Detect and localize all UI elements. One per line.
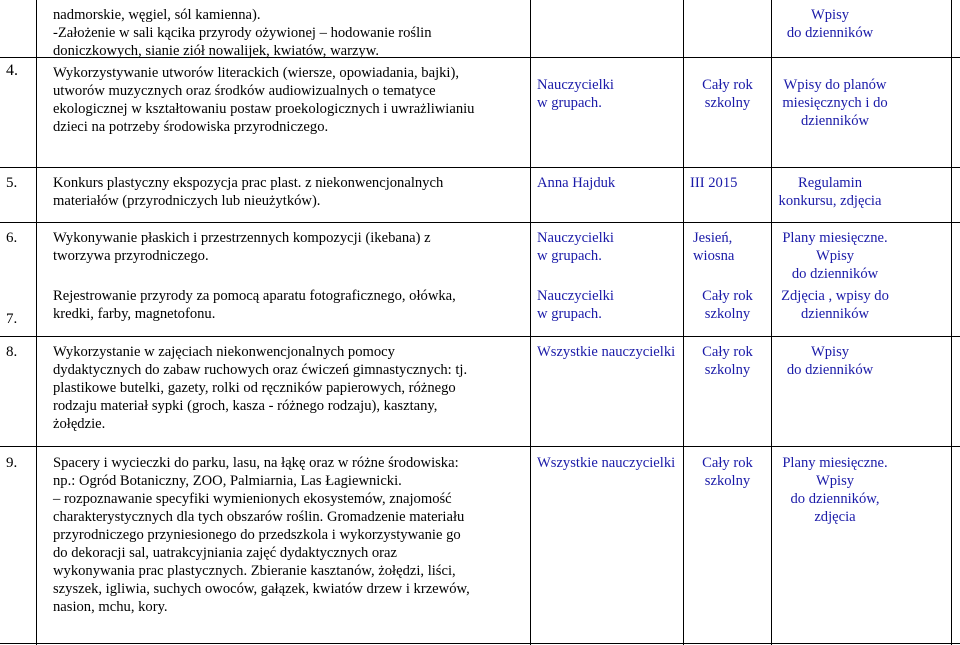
row-number: 4. [6, 62, 18, 79]
text-line: ekologicznej w kształtowaniu postaw proekologicznych i uwrażliwianiu [53, 101, 475, 117]
who-cell [537, 454, 682, 472]
text-line: Jesień, [693, 230, 733, 246]
text-line: -Założenie w sali kącika przyrody ożywionej – hodowanie roślin [53, 25, 432, 41]
row-divider [0, 643, 960, 644]
row-divider [0, 222, 960, 223]
text-line: szkolny [704, 473, 751, 489]
text-line: nasion, mchu, kory. [53, 599, 168, 615]
who-cell [537, 229, 677, 265]
column-divider [683, 0, 684, 645]
docs-cell [775, 174, 885, 210]
text-line: III 2015 [690, 175, 738, 191]
docs-cell [775, 287, 895, 323]
text-line: szkolny [704, 362, 751, 378]
text-line: plastikowe butelki, gazety, rolki od ręczników papierowych, różnego [53, 380, 456, 396]
text-line: Konkurs plastyczny ekspozycja prac plast. z niekonwencjonalnych [53, 175, 444, 191]
task-cell [53, 343, 520, 433]
text-line: Rejestrowanie przyrody za pomocą aparatu fotograficznego, ołówka, [53, 288, 456, 304]
docs-cell [775, 343, 885, 379]
task-cell-continued [53, 6, 520, 60]
docs-cell-continued [775, 6, 885, 42]
text-line: do dzienników [791, 266, 879, 282]
text-line: Cały rok [702, 455, 753, 471]
text-line: szkolny [704, 306, 751, 322]
task-cell [53, 64, 520, 136]
row-divider [0, 336, 960, 337]
text-line: szyszek, igliwia, suchych owoców, gałązek, kwiatów drzew i krzewów, [53, 581, 470, 597]
text-line: Anna Hajduk [537, 175, 616, 191]
task-cell [53, 174, 520, 210]
row-divider [0, 167, 960, 168]
when-cell [693, 229, 768, 265]
docs-cell [775, 454, 895, 526]
text-line: np.: Ogród Botaniczny, ZOO, Palmiarnia, Las Łagiewnicki. [53, 473, 402, 489]
text-line: Nauczycielki [537, 288, 614, 304]
text-line: Wpisy do planów [783, 77, 887, 93]
text-line: charakterystycznych dla tych obszarów roślin. Gromadzenie materiału [53, 509, 465, 525]
text-line: Wykorzystanie w zajęciach niekonwencjonalnych pomocy [53, 344, 395, 360]
text-line: rodzaju materiał sypki (groch, kasza - różnego rodzaju), kasztany, [53, 398, 438, 414]
when-cell [690, 174, 770, 192]
text-line: Wpisy [810, 344, 850, 360]
text-line: żołędzie. [53, 416, 106, 432]
text-line: Cały rok [702, 344, 753, 360]
text-line: dydaktycznych do zabaw ruchowych oraz ćwiczeń gimnastycznych: tj. [53, 362, 468, 378]
text-line: tworzywa przyrodniczego. [53, 248, 209, 264]
row-number: 5. [6, 175, 18, 191]
row-number: 9. [6, 455, 18, 471]
text-line: do dekoracji sal, uatrakcyjniania zajęć dydaktycznych oraz [53, 545, 398, 561]
text-line: Wpisy [810, 7, 850, 23]
text-line: do dzienników [786, 362, 874, 378]
text-line: Wykorzystywanie utworów literackich (wiersze, opowiadania, bajki), [53, 65, 459, 81]
row-number: 7. [6, 311, 18, 327]
text-line: Zdjęcia , wpisy do [781, 288, 889, 304]
docs-cell [775, 76, 895, 130]
text-line: do dzienników [786, 25, 874, 41]
text-line: zdjęcia [814, 509, 856, 525]
column-divider [36, 0, 37, 645]
text-line: w grupach. [537, 306, 602, 322]
when-cell [690, 76, 765, 112]
text-line: nadmorskie, węgiel, sól kamienna). [53, 7, 261, 23]
task-cell [53, 287, 520, 323]
text-line: Nauczycielki [537, 77, 614, 93]
who-cell [537, 174, 677, 192]
text-line: konkursu, zdjęcia [778, 193, 882, 209]
text-line: Nauczycielki [537, 230, 614, 246]
text-line: wykonywania prac plastycznych. Zbieranie kasztanów, żołędzi, liści, [53, 563, 456, 579]
row-number: 6. [6, 230, 18, 246]
column-divider [951, 0, 952, 645]
text-line: kredki, farby, magnetofonu. [53, 306, 216, 322]
column-divider [771, 0, 772, 645]
text-line: Wszystkie nauczycielki [537, 455, 676, 471]
text-line: Regulamin [797, 175, 863, 191]
task-cell [53, 454, 520, 616]
task-cell [53, 229, 520, 265]
text-line: Plany miesięczne. [782, 455, 888, 471]
text-line: utworów muzycznych oraz środków audiowizualnych o tematyce [53, 83, 436, 99]
text-line: Cały rok [702, 288, 753, 304]
text-line: przyrodniczego przyniesionego do przedszkola i wykorzystywanie go [53, 527, 461, 543]
text-line: do dzienników, [790, 491, 880, 507]
text-line: Wpisy [815, 248, 855, 264]
who-cell [537, 287, 677, 323]
text-line: dzieci na potrzeby środowiska przyrodniczego. [53, 119, 329, 135]
text-line: materiałów (przyrodniczych lub nieużytków). [53, 193, 321, 209]
text-line: Plany miesięczne. [782, 230, 888, 246]
row-number: 8. [6, 344, 18, 360]
who-cell [537, 343, 682, 361]
text-line: Spacery i wycieczki do parku, lasu, na łąkę oraz w różne środowiska: [53, 455, 459, 471]
when-cell [690, 343, 765, 379]
text-line: dzienników [800, 306, 870, 322]
text-line: wiosna [693, 248, 735, 264]
text-line: Wpisy [815, 473, 855, 489]
text-line: w grupach. [537, 248, 602, 264]
column-divider [530, 0, 531, 645]
text-line: Wykonywanie płaskich i przestrzennych kompozycji (ikebana) z [53, 230, 431, 246]
text-line: doniczkowych, sianie ziół nowalijek, kwiatów, warzyw. [53, 43, 379, 59]
text-line: w grupach. [537, 95, 602, 111]
who-cell [537, 76, 677, 112]
text-line: Wszystkie nauczycielki [537, 344, 676, 360]
text-line: szkolny [704, 95, 751, 111]
when-cell [690, 287, 765, 323]
row-divider [0, 446, 960, 447]
text-line: Cały rok [702, 77, 753, 93]
text-line: – rozpoznawanie specyfiki wymienionych ekosystemów, znajomość [53, 491, 452, 507]
when-cell [690, 454, 765, 490]
text-line: dzienników [800, 113, 870, 129]
docs-cell [775, 229, 895, 283]
text-line: miesięcznych i do [782, 95, 888, 111]
